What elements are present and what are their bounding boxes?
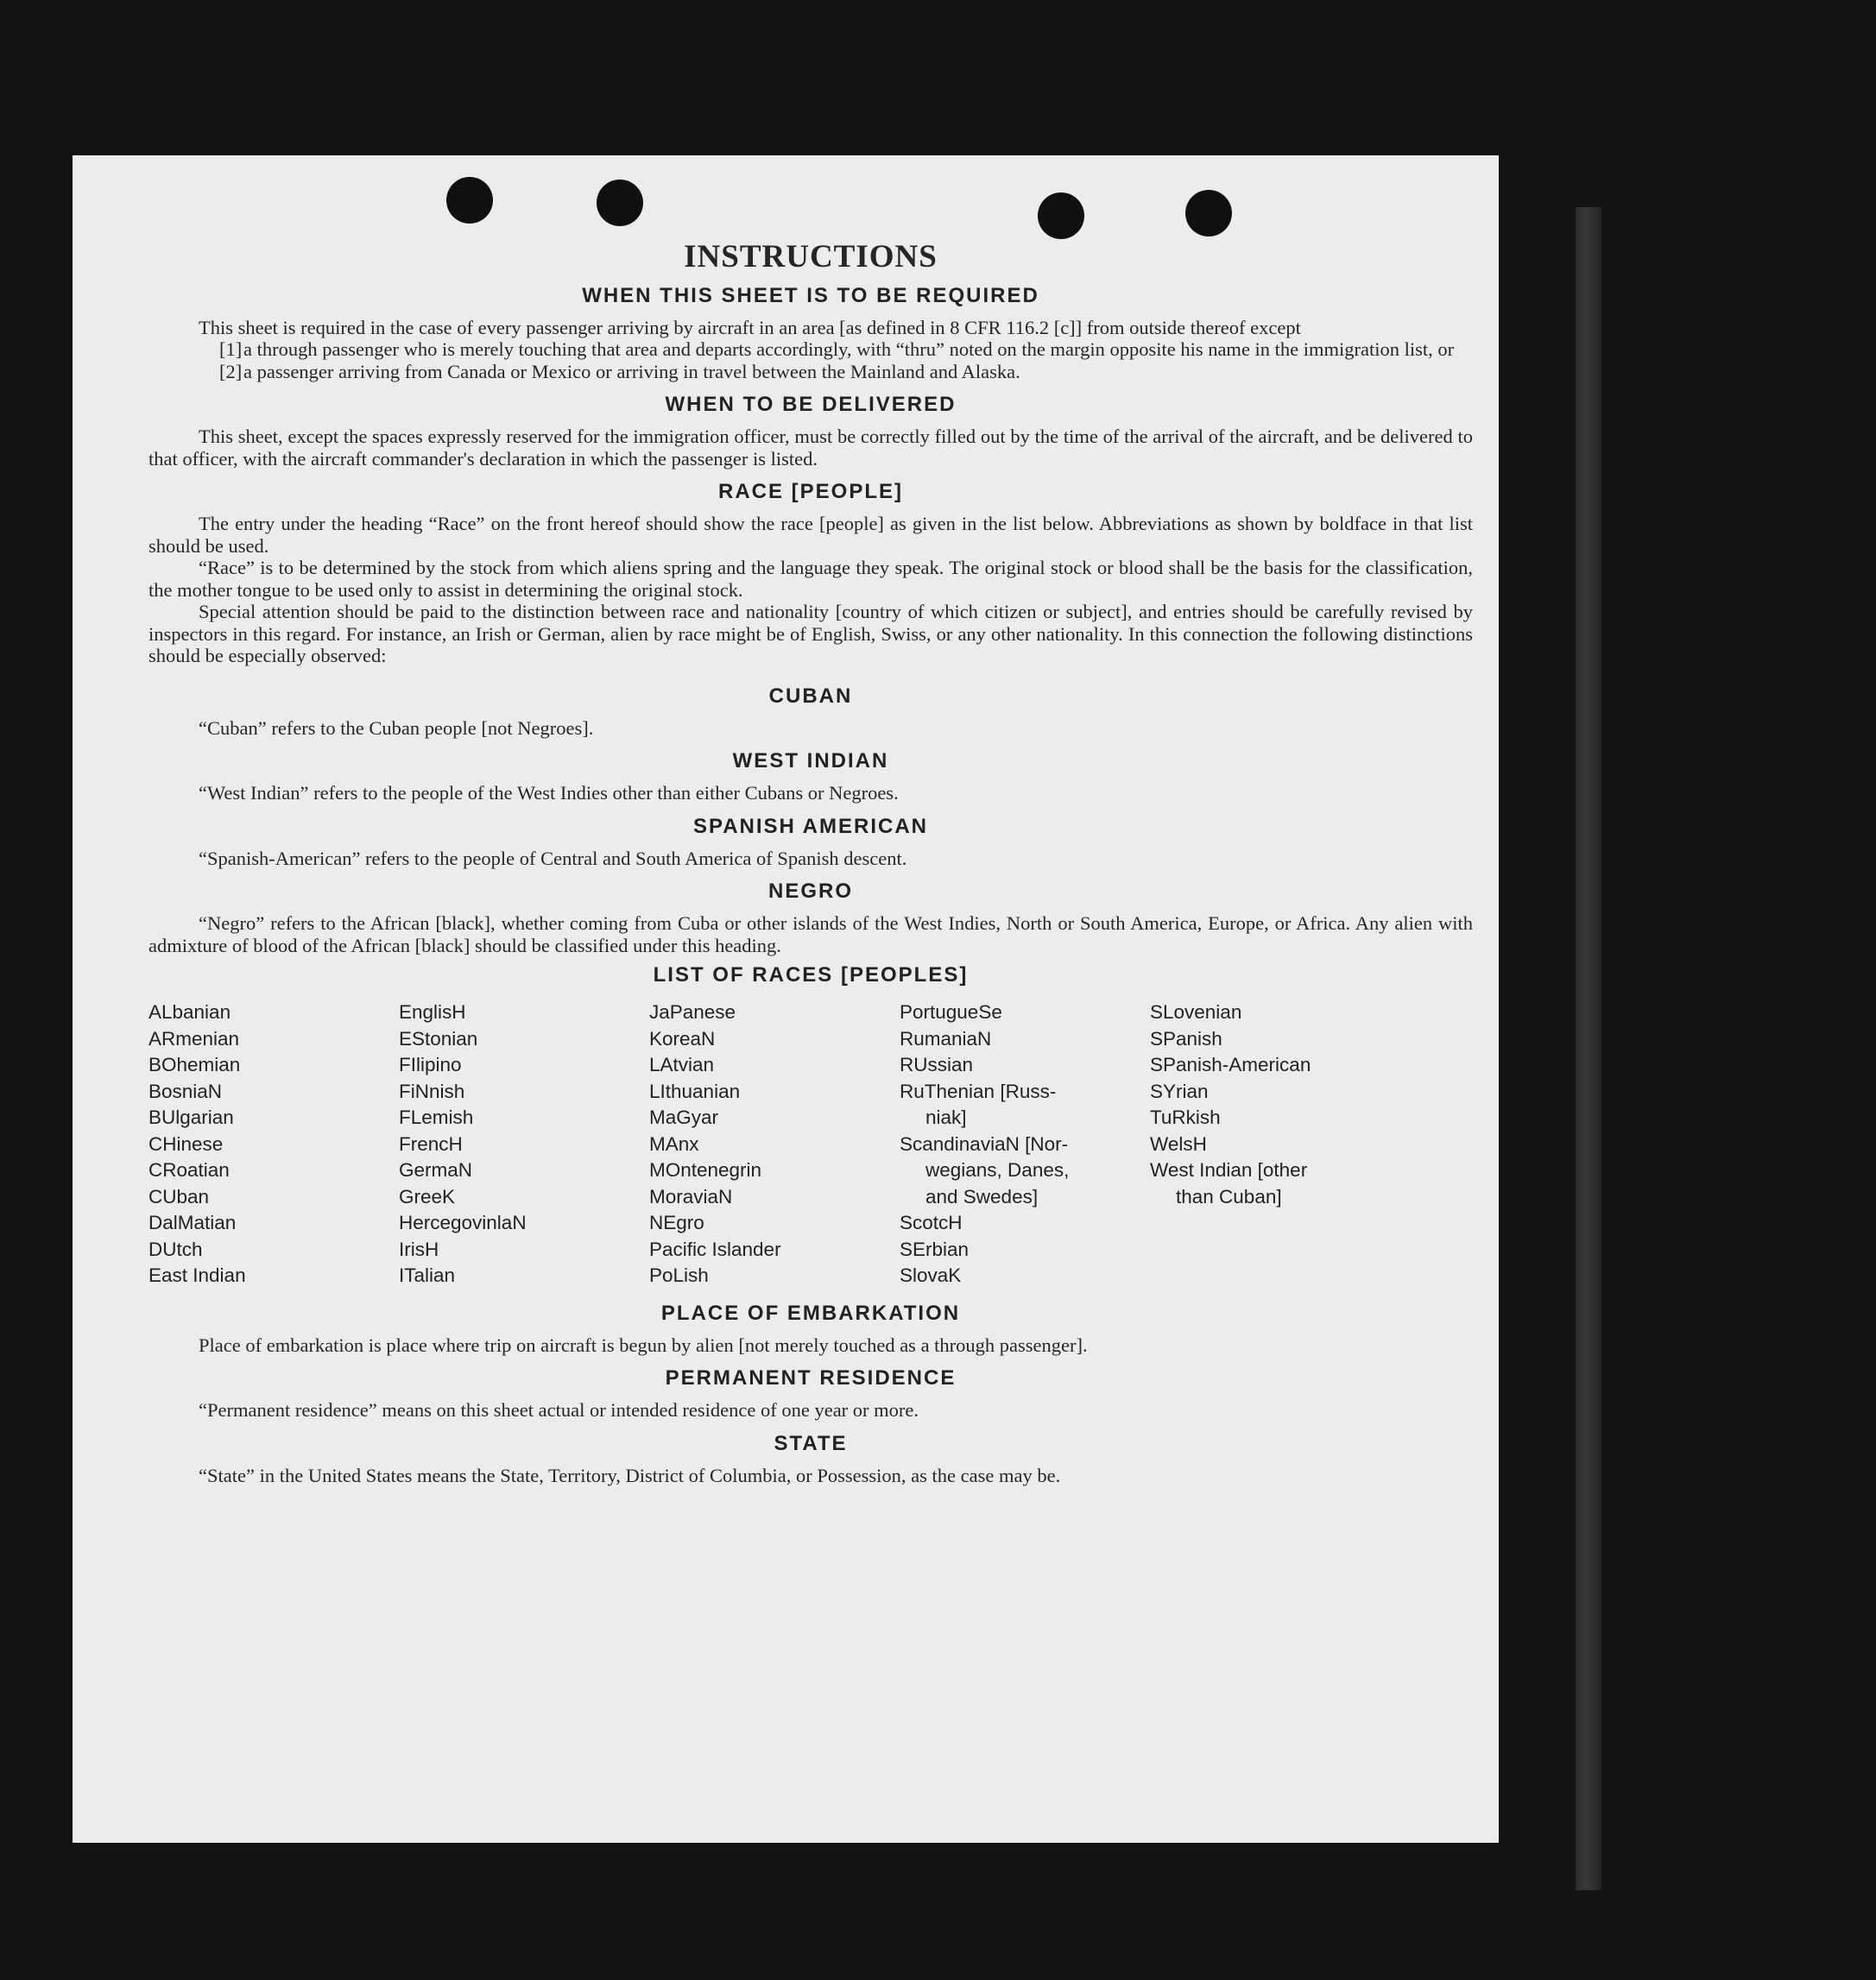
race-item: NEgro [649, 1212, 704, 1234]
race-item: EStonian [399, 1027, 478, 1050]
race-item: Pacific Islander [649, 1238, 781, 1260]
race-item: ARmenian [148, 1027, 240, 1050]
race-item: FiNnish [399, 1080, 465, 1102]
paragraph: “Permanent residence” means on this sheet actual or intended residence of one year or more. [199, 1399, 919, 1422]
race-item: SPanish [1150, 1027, 1222, 1050]
race-item: RuThenian [Russ- [900, 1080, 1057, 1102]
race-item: CRoatian [148, 1159, 230, 1182]
background-edge [1576, 207, 1601, 1890]
race-item-continuation: than Cuban] [1176, 1185, 1282, 1208]
races-column-2 [399, 999, 649, 1290]
list-item [219, 360, 1473, 383]
section-heading: PERMANENT RESIDENCE [665, 1366, 957, 1390]
race-item: LIthuanian [649, 1080, 741, 1102]
race-item: TuRkish [1150, 1107, 1221, 1129]
race-item: KoreaN [649, 1027, 716, 1050]
races-heading: LIST OF RACES [PEOPLES] [653, 963, 969, 987]
races-column-5 [1150, 999, 1400, 1290]
section-heading: CUBAN [768, 684, 853, 708]
race-item: ITalian [399, 1264, 456, 1287]
section-heading: SPANISH AMERICAN [692, 814, 928, 838]
list-number: [1] [219, 338, 243, 361]
race-item: BUlgarian [148, 1107, 234, 1129]
paragraph: Special attention should be paid to the distinction between race and nationality [country of which citizen or subject], and entries should be carefully revised by inspectors in this regard. For instance, an Irish or German, alien by race might be of English, Swiss, or any other nationality. In this connection the following distinctions should be especially observed: [148, 601, 1473, 667]
races-list [148, 999, 1473, 1290]
race-item: ScandinaviaN [Nor- [900, 1132, 1069, 1155]
race-item: GermaN [399, 1159, 473, 1182]
section-heading: WHEN TO BE DELIVERED [665, 393, 957, 417]
paragraph: “Cuban” refers to the Cuban people [not Negroes]. [199, 716, 594, 739]
races-column-4 [900, 999, 1150, 1290]
paragraph: Place of embarkation is place where trip on aircraft is begun by alien [not merely touched as a through passenger]. [199, 1334, 1088, 1356]
race-item: SPanish-American [1150, 1054, 1311, 1076]
race-item: MAnx [649, 1132, 699, 1155]
race-item-continuation: niak] [925, 1107, 967, 1129]
document-page [73, 155, 1499, 1843]
paragraph: The entry under the heading “Race” on the front hereof should show the race [people] as given in the list below. Abbreviations as shown by boldface in that list should be used. [148, 513, 1473, 557]
race-item: PortugueSe [900, 1001, 1002, 1024]
paragraph: “State” in the United States means the State, Territory, District of Columbia, or Possession, as the case may be. [199, 1464, 1061, 1486]
race-item: SlovaK [900, 1264, 962, 1287]
race-item: East Indian [148, 1264, 246, 1287]
race-item: BOhemian [148, 1054, 241, 1076]
paragraph: “Spanish-American” refers to the people of Central and South America of Spanish descent. [199, 847, 907, 869]
races-column-3 [649, 999, 900, 1290]
race-item: BosniaN [148, 1080, 223, 1102]
section-heading: NEGRO [767, 880, 853, 904]
paragraph: This sheet is required in the case of every passenger arriving by aircraft in an area [as defined in 8 CFR 116.2 [c]] from outside thereof except [199, 316, 1301, 338]
race-item: MOntenegrin [649, 1159, 762, 1182]
races-column-1 [148, 999, 399, 1290]
race-item: JaPanese [649, 1001, 736, 1024]
race-item: MaGyar [649, 1107, 719, 1129]
list-item [219, 338, 1473, 361]
race-item: RumaniaN [900, 1027, 992, 1050]
section-heading: RACE [PEOPLE] [717, 480, 903, 504]
race-item: MoraviaN [649, 1185, 733, 1208]
race-item: West Indian [other [1150, 1159, 1308, 1182]
race-item: FIlipino [399, 1054, 462, 1076]
race-item: SYrian [1150, 1080, 1209, 1102]
race-item: ScotcH [900, 1212, 963, 1234]
race-item: HercegovinlaN [399, 1212, 527, 1234]
paragraph: “Race” is to be determined by the stock from which aliens spring and the language they speak. The original stock or blood shall be the basis for the classification, the mother tongue to be used only to assist in determining the original stock. [148, 557, 1473, 601]
section-heading: PLACE OF EMBARKATION [660, 1301, 961, 1325]
section-heading: STATE [774, 1431, 848, 1455]
race-item: SErbian [900, 1238, 970, 1260]
race-item: PoLish [649, 1264, 709, 1287]
race-item: FLemish [399, 1107, 474, 1129]
page-title: INSTRUCTIONS [684, 239, 938, 274]
race-item: FrencH [399, 1132, 463, 1155]
list-text: a passenger arriving from Canada or Mexico or arriving in travel between the Mainland and Alaska. [243, 360, 1020, 382]
race-item: RUssian [900, 1054, 974, 1076]
race-item: GreeK [399, 1185, 456, 1208]
section-heading: WEST INDIAN [732, 749, 889, 773]
paragraph: “Negro” refers to the African [black], whether coming from Cuba or other islands of the West Indies, North or South America, Europe, or Africa. Any alien with admixture of blood of the African [black] should be classified under this heading. [148, 912, 1473, 956]
document-content [148, 240, 1473, 1486]
race-item-continuation: wegians, Danes, [925, 1159, 1070, 1182]
race-item: IrisH [399, 1238, 439, 1260]
punch-hole [1038, 192, 1084, 239]
race-item: CUban [148, 1185, 210, 1208]
race-item: DalMatian [148, 1212, 237, 1234]
punch-hole [1185, 190, 1232, 236]
punch-hole [597, 180, 643, 226]
paragraph: This sheet, except the spaces expressly reserved for the immigration officer, must be correctly filled out by the time of the arrival of the aircraft, and be delivered to that officer, with the aircraft commander's declaration in which the passenger is listed. [148, 426, 1473, 470]
race-item: ALbanian [148, 1001, 231, 1024]
race-item-continuation: and Swedes] [925, 1185, 1039, 1208]
race-item: SLovenian [1150, 1001, 1242, 1024]
list-text: a through passenger who is merely touching that area and departs accordingly, with “thru” noted on the margin opposite his name in the immigration list, or [243, 338, 1455, 361]
race-item: DUtch [148, 1238, 203, 1260]
race-item: WelsH [1150, 1132, 1207, 1155]
paragraph: “West Indian” refers to the people of the West Indies other than either Cubans or Negroes. [199, 782, 899, 804]
list-number: [2] [219, 360, 243, 382]
race-item: EnglisH [399, 1001, 466, 1024]
section-heading: WHEN THIS SHEET IS TO BE REQUIRED [582, 283, 1039, 307]
race-item: LAtvian [649, 1054, 715, 1076]
punch-hole [446, 177, 493, 224]
race-item: CHinese [148, 1132, 224, 1155]
